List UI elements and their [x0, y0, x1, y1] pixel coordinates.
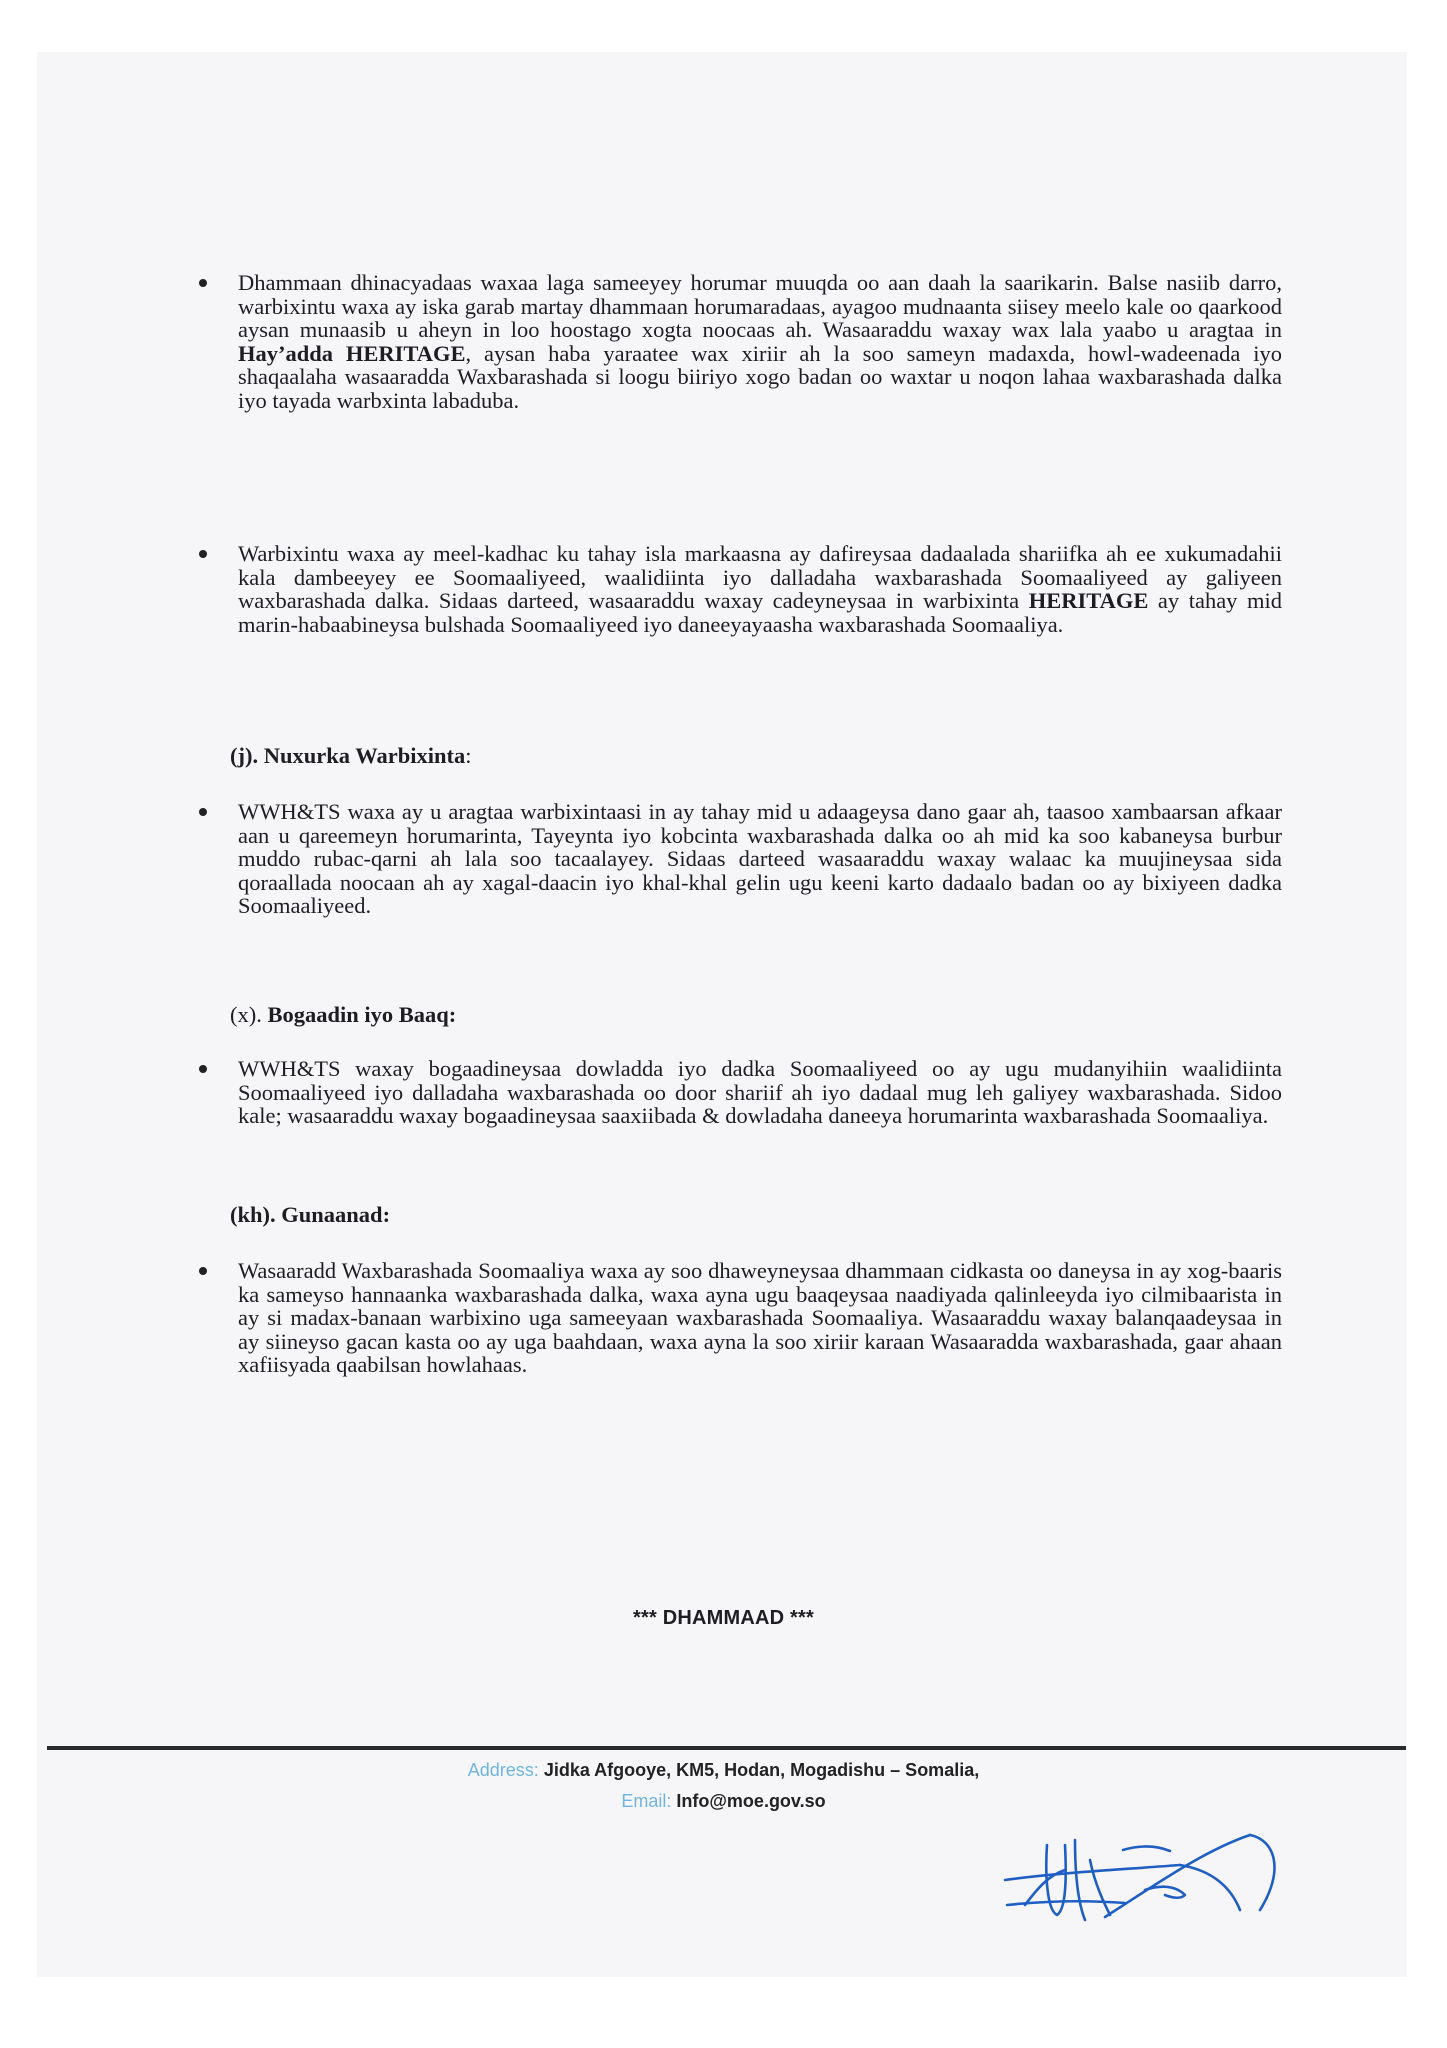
- bullet-icon: [199, 1267, 207, 1275]
- bold-organization-name: Hay’adda HERITAGE: [238, 340, 466, 366]
- address-label: Address:: [467, 1760, 539, 1780]
- signature-stroke: [1105, 1835, 1250, 1917]
- footer-divider: [47, 1746, 1406, 1750]
- paragraph-text: Wasaaradd Waxbarashada Soomaaliya waxa ay soo dhaweyneysaa dhammaan cidkasta oo daneysa in ay xog-baaris ka sameyso hannaanka waxbarashada dalka, waxa ayna ugu baaqeysaa naadiyada qalinleeyda iyo cilmibaarista in ay si madax-banaan warbixino uga sameeyaan waxbarashada Soomaaliya. Wasaaraddu waxay balanqaadeysaa in ay siineyso gacan kasta oo ay uga baahdaan, waxa ayna la soo xiriir karaan Wasaaradda waxbarashada, gaar ahaan xafiisyada qaabilsan howlahaas.: [238, 1258, 1282, 1378]
- signature-stroke: [1180, 1865, 1240, 1910]
- address-value: Jidka Afgooye, KM5, Hodan, Mogadishu – Somalia,: [538, 1760, 980, 1780]
- section-heading: [194, 744, 1282, 768]
- paragraph-text: ay tahay mid marin-habaabineysa bulshada Soomaaliyeed iyo daneeyayaasha waxbarashada Soomaaliya.: [238, 588, 1282, 637]
- handwritten-signature-icon: [995, 1815, 1295, 1925]
- intro-bullet-2: [194, 542, 1282, 636]
- bold-organization-name: HERITAGE: [1028, 588, 1149, 614]
- paragraph-text: Warbixintu waxa ay meel-kadhac ku tahay isla markaasna ay dafireysaa dadaalada shariifka ah ee xukumadahii kala dambeeyey ee Soomaaliyeed, waalidiinta iyo dalladaha waxbarashada Soomaaliyeed ay galiyeen waxbarashada dalka. Sidaas darteed, wasaaraddu waxay cadeyneysaa in warbixinta: [238, 541, 1282, 614]
- paragraph-text: Dhammaan dhinacyadaas waxaa laga sameeyey horumar muuqda oo aan daah la saarikarin. Balse nasiib darro, warbixintu waxa ay iska garab martay dhammaan horumaradaas, ayagoo mudnaanta siisey meelo kale oo qaarkood aysan munaasib u aheyn in loo hoostago xogta noocaas ah. Wasaaraddu waxay wax lala yaabo u aragtaa in: [238, 270, 1282, 343]
- signature-stroke: [1145, 1887, 1185, 1898]
- intro-bullet-1: [194, 271, 1282, 413]
- paragraph-text: WWH&TS waxa ay u aragtaa warbixintaasi in ay tahay mid u adaageysa dano gaar ah, taasoo xambaarsan afkaar aan u qareemeyn horumarinta, Tayeynta iyo kobcinta waxbarashada dalka oo ah mid ka soo kabaneysa burbur muddo rubac-qarni ah lala soo tacaalayey. Sidaas darteed wasaaraddu waxay walaac ka muujineysaa sida qoraallada noocaan ah ay xagal-daacin iyo khal-khal gelin ugu keeni karto dadaalo badan oo ay bixiyeen dadka Soomaaliyeed.: [238, 799, 1282, 919]
- email-value[interactable]: Info@moe.gov.so: [671, 1791, 826, 1811]
- section-bogaadin-bullet: [194, 1057, 1282, 1128]
- bullet-icon: [199, 550, 207, 558]
- section-nuxurka: [194, 744, 1282, 768]
- heading-title: Bogaadin iyo Baaq:: [267, 1002, 457, 1027]
- section-nuxurka-bullet: [194, 800, 1282, 918]
- paragraph-text: WWH&TS waxay bogaadineysaa dowladda iyo dadka Soomaaliyeed oo ay ugu mudanyihiin waalidiinta Soomaaliyeed iyo dalladaha waxbarashada oo door shariif ah iyo dadaal mug leh galiyey waxbarashada. Sidoo kale; wasaaraddu waxay bogaadineysaa saaxiibada & dowladaha daneeya horumarinta waxbarashada Soomaaliya.: [238, 1056, 1282, 1129]
- section-bogaadin: [194, 1003, 1282, 1027]
- footer-email: [0, 1791, 1447, 1812]
- section-gunaanad-bullet: [194, 1259, 1282, 1377]
- signature-stroke: [1250, 1835, 1274, 1910]
- heading-prefix: (j).: [230, 743, 264, 768]
- bullet-icon: [199, 279, 207, 287]
- heading-title: Nuxurka Warbixinta: [263, 743, 466, 768]
- heading-title: (kh). Gunaanad:: [230, 1202, 391, 1227]
- footer-address: [0, 1760, 1447, 1781]
- section-gunaanad: [194, 1203, 1282, 1227]
- heading-prefix: (x).: [230, 1002, 268, 1027]
- signature-stroke: [1075, 1840, 1085, 1920]
- email-label: Email:: [621, 1791, 672, 1811]
- end-mark: *** DHAMMAAD ***: [633, 1607, 814, 1629]
- bullet-icon: [199, 1065, 207, 1073]
- paragraph-text: , aysan haba yaraatee wax xiriir ah la soo sameyn madaxda, howl-wadeenada iyo shaqaalaha wasaaradda Waxbarashada si loogu biiriyo xogo badan oo waxtar u noqon lahaa waxbarashada dalka iyo tayada warbxinta labaduba.: [238, 340, 1282, 413]
- signature-stroke: [1123, 1846, 1170, 1851]
- bullet-icon: [199, 808, 207, 816]
- heading-suffix: :: [465, 743, 472, 768]
- signature-stroke: [1090, 1860, 1110, 1915]
- section-heading: [194, 1003, 1282, 1027]
- section-heading: [194, 1203, 1282, 1227]
